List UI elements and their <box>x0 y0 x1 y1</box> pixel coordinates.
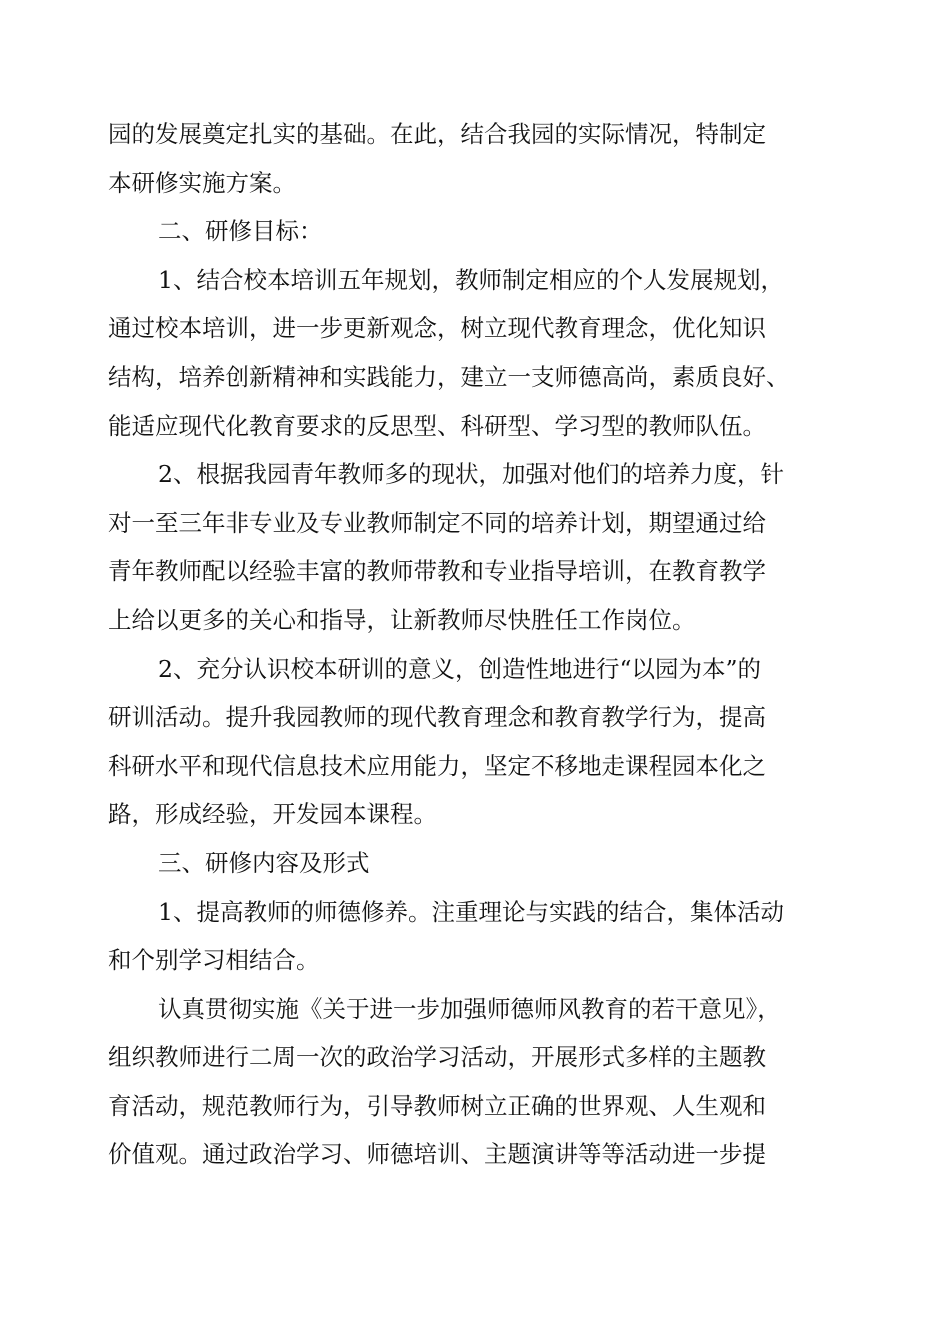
text-line: 组织教师进行二周一次的政治学习活动，开展形式多样的主题教 <box>108 1043 766 1072</box>
text-line: 和个别学习相结合。 <box>108 946 320 975</box>
text-line: 园的发展奠定扎实的基础。在此，结合我园的实际情况，特制定 <box>108 120 766 148</box>
text-line: 路，形成经验，开发园本课程。 <box>108 800 437 829</box>
text-line: 育活动，规范教师行为，引导教师树立正确的世界观、人生观和 <box>108 1091 766 1120</box>
text-line: 结构，培养创新精神和实践能力，建立一支师德高尚，素质良好、 <box>108 362 790 391</box>
text-line: 1、提高教师的师德修养。注重理论与实践的结合，集体活动 <box>158 897 784 926</box>
text-line: 二、研修目标： <box>158 217 323 246</box>
text-line: 研训活动。提升我园教师的现代教育理念和教育教学行为，提高 <box>108 703 766 732</box>
text-line: 科研水平和现代信息技术应用能力，坚定不移地走课程园本化之 <box>108 751 766 780</box>
text-line: 本研修实施方案。 <box>108 168 296 197</box>
text-line: 2、充分认识校本研训的意义，创造性地进行“以园为本”的 <box>158 654 761 683</box>
text-line: 2、根据我园青年教师多的现状，加强对他们的培养力度，针 <box>158 460 784 489</box>
text-line: 1、结合校本培训五年规划，教师制定相应的个人发展规划， <box>158 265 784 294</box>
text-line: 对一至三年非专业及专业教师制定不同的培养计划，期望通过给 <box>108 508 766 537</box>
text-line: 价值观。通过政治学习、师德培训、主题演讲等等活动进一步提 <box>108 1140 766 1169</box>
text-line: 青年教师配以经验丰富的教师带教和专业指导培训，在教育教学 <box>108 557 766 586</box>
document-body <box>108 110 868 1179</box>
text-line: 上给以更多的关心和指导，让新教师尽快胜任工作岗位。 <box>108 605 696 634</box>
text-line: 能适应现代化教育要求的反思型、科研型、学习型的教师队伍。 <box>108 411 766 440</box>
text-line: 通过校本培训，进一步更新观念，树立现代教育理念，优化知识 <box>108 314 766 343</box>
text-line: 认真贯彻实施《关于进一步加强师德师风教育的若干意见》， <box>158 994 781 1023</box>
text-line: 三、研修内容及形式 <box>158 848 370 877</box>
